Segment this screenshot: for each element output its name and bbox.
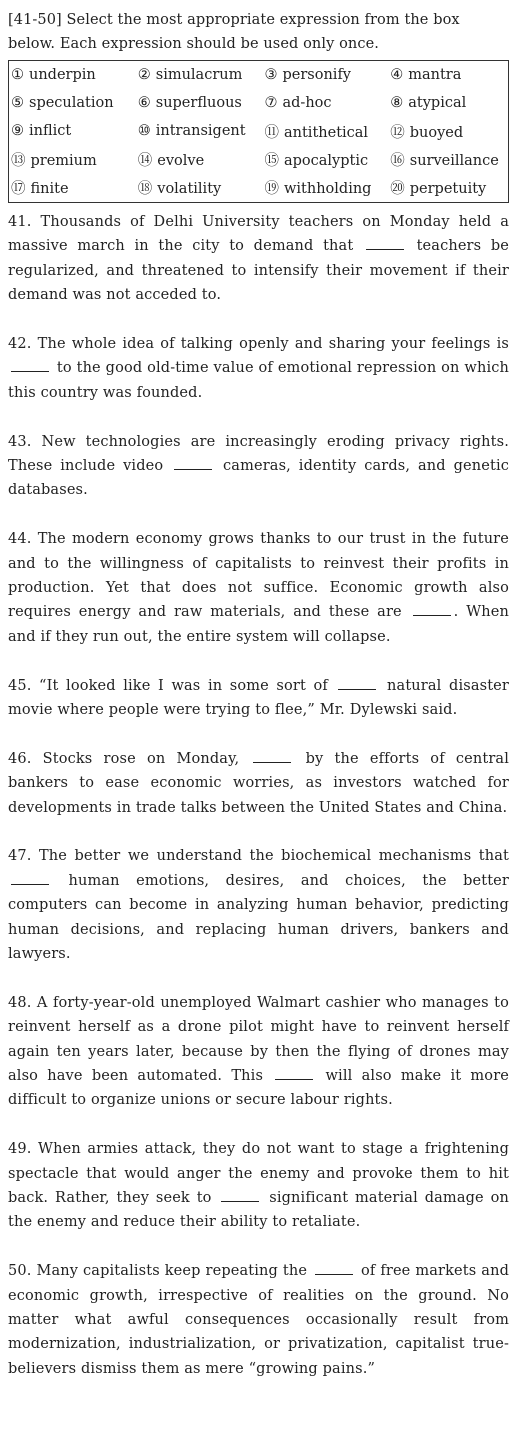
- question-41: 41. Thousands of Delhi University teachers on Monday held a massive march in the city to demand that teachers be regularized, and threatened to intensify their movement if their demand was not acceded to.: [8, 213, 510, 304]
- item-number: ⑬: [11, 153, 26, 170]
- word-bank-item: [265, 121, 391, 142]
- item-word: intransigent: [155, 123, 246, 140]
- item-number: ⑲: [264, 181, 279, 198]
- word-bank-row: [11, 89, 508, 117]
- item-number: ③: [264, 67, 278, 84]
- word-bank-item: [11, 95, 138, 111]
- word-bank-row: [11, 146, 508, 174]
- question-50: 50. Many capitalists keep repeating the of free markets and economic growth, irrespective of realities on the ground. No matter what awful consequences occasionally result from modernization, industrialization, or privatization, capitalist true-believers dismiss them as mere “growing pains.”: [8, 1263, 510, 1377]
- item-number: ⑥: [137, 95, 151, 112]
- item-number: ①: [11, 67, 24, 84]
- word-bank-row: [11, 174, 508, 202]
- word-bank-item: [138, 123, 265, 139]
- word-bank-item: [265, 149, 391, 170]
- item-word: antithetical: [284, 124, 369, 141]
- item-number: ⑤: [11, 95, 24, 112]
- item-word: finite: [30, 181, 69, 198]
- question-42: 42. The whole idea of talking openly and sharing your feelings is to the good old-time value of emotional repression on which this country was founded.: [8, 335, 509, 401]
- answer-blank: [174, 457, 212, 470]
- item-word: simulacrum: [155, 67, 243, 84]
- answer-blank: [253, 750, 291, 763]
- item-number: ④: [390, 67, 404, 84]
- item-number: ⑮: [264, 153, 279, 170]
- answer-blank: [221, 1189, 259, 1202]
- item-word: volatility: [157, 181, 222, 198]
- question-46: 46. Stocks rose on Monday, by the efforts of central bankers to ease economic worries, as investors watched for developments in trade talks between the United States and China.: [8, 750, 509, 816]
- answer-blank: [366, 237, 404, 250]
- question-49: 49. When armies attack, they do not want to stage a frightening spectacle that would anger the enemy and provoke them to hit back. Rather, they seek to significant material damage on the enemy and reduce their ability to retaliate.: [8, 1141, 509, 1231]
- item-word: evolve: [157, 153, 205, 170]
- item-number: ⑫: [390, 124, 405, 141]
- word-bank-item: [138, 149, 265, 170]
- answer-blank: [11, 872, 49, 885]
- word-bank-item: [390, 177, 508, 198]
- word-bank-item: [11, 67, 138, 83]
- word-bank-item: [138, 177, 265, 198]
- item-number: ⑧: [390, 95, 404, 112]
- item-number: ⑯: [390, 153, 405, 170]
- answer-blank: [413, 603, 451, 616]
- item-word: surveillance: [409, 153, 499, 170]
- word-bank-item: [11, 177, 138, 198]
- item-number: ⑨: [11, 123, 24, 140]
- item-word: speculation: [29, 95, 114, 112]
- word-bank-item: [265, 67, 391, 83]
- item-number: ②: [137, 67, 151, 84]
- word-bank-item: [138, 67, 265, 83]
- question-45: 45. “It looked like I was in some sort of natural disaster movie where people were trying to flee,” Mr. Dylewski said.: [8, 677, 509, 718]
- item-word: inflict: [29, 123, 72, 140]
- word-bank-item: [11, 149, 138, 170]
- item-number: ⑦: [264, 95, 278, 112]
- answer-blank: [11, 359, 49, 372]
- item-word: withholding: [284, 181, 372, 198]
- answer-blank: [338, 677, 376, 690]
- worksheet-page: [8, 8, 509, 1406]
- question-43: 43. New technologies are increasingly eroding privacy rights. These include video cameras, identity cards, and genetic databases.: [8, 433, 509, 499]
- word-bank-row: [11, 117, 508, 145]
- item-word: perpetuity: [409, 181, 487, 198]
- item-word: personify: [282, 67, 351, 84]
- item-word: apocalyptic: [284, 153, 369, 170]
- word-bank-item: [390, 67, 508, 83]
- item-word: ad-hoc: [282, 95, 332, 112]
- item-number: ⑭: [137, 153, 153, 170]
- question-48: 48. A forty-year-old unemployed Walmart cashier who manages to reinvent herself as a drone pilot might have to reinvent herself again ten years later, because by then the flying of drones may also have been automated. This will also make it more difficult to organize unions or secure labour rights.: [8, 994, 510, 1109]
- item-number: ⑳: [390, 181, 405, 198]
- item-word: premium: [30, 153, 97, 170]
- word-bank-item: [11, 123, 138, 139]
- item-word: buoyed: [409, 124, 464, 141]
- answer-blank: [275, 1067, 313, 1080]
- answer-blank: [315, 1262, 353, 1275]
- word-bank-item: [390, 95, 508, 111]
- item-number: ⑩: [137, 123, 151, 140]
- item-number: ⑰: [11, 181, 26, 198]
- item-number: ⑪: [264, 124, 279, 141]
- word-bank-item: [138, 95, 265, 111]
- word-bank-item: [390, 149, 508, 170]
- item-number: ⑱: [137, 181, 153, 198]
- word-bank-item: [390, 121, 508, 142]
- word-bank-box: [8, 60, 509, 203]
- item-word: atypical: [408, 95, 467, 112]
- instructions: [41-50] Select the most appropriate expression from the box below. Each expression should be used only once.: [8, 12, 460, 52]
- item-word: mantra: [408, 67, 462, 84]
- item-word: underpin: [29, 67, 96, 84]
- word-bank-row: [11, 61, 508, 89]
- word-bank-item: [265, 95, 391, 111]
- word-bank-item: [265, 177, 391, 198]
- question-44: 44. The modern economy grows thanks to our trust in the future and to the willingness of capitalists to reinvest their profits in production. Yet that does not suffice. Economic growth also requires energy and raw materials, and these are . When and if they run out, the entire system will collapse.: [8, 531, 509, 645]
- question-47: 47. The better we understand the biochemical mechanisms that human emotions, desires, and choices, the better computers can become in analyzing human behavior, predicting human decisions, and replacing human drivers, bankers and lawyers.: [8, 848, 509, 963]
- item-word: superfluous: [155, 95, 242, 112]
